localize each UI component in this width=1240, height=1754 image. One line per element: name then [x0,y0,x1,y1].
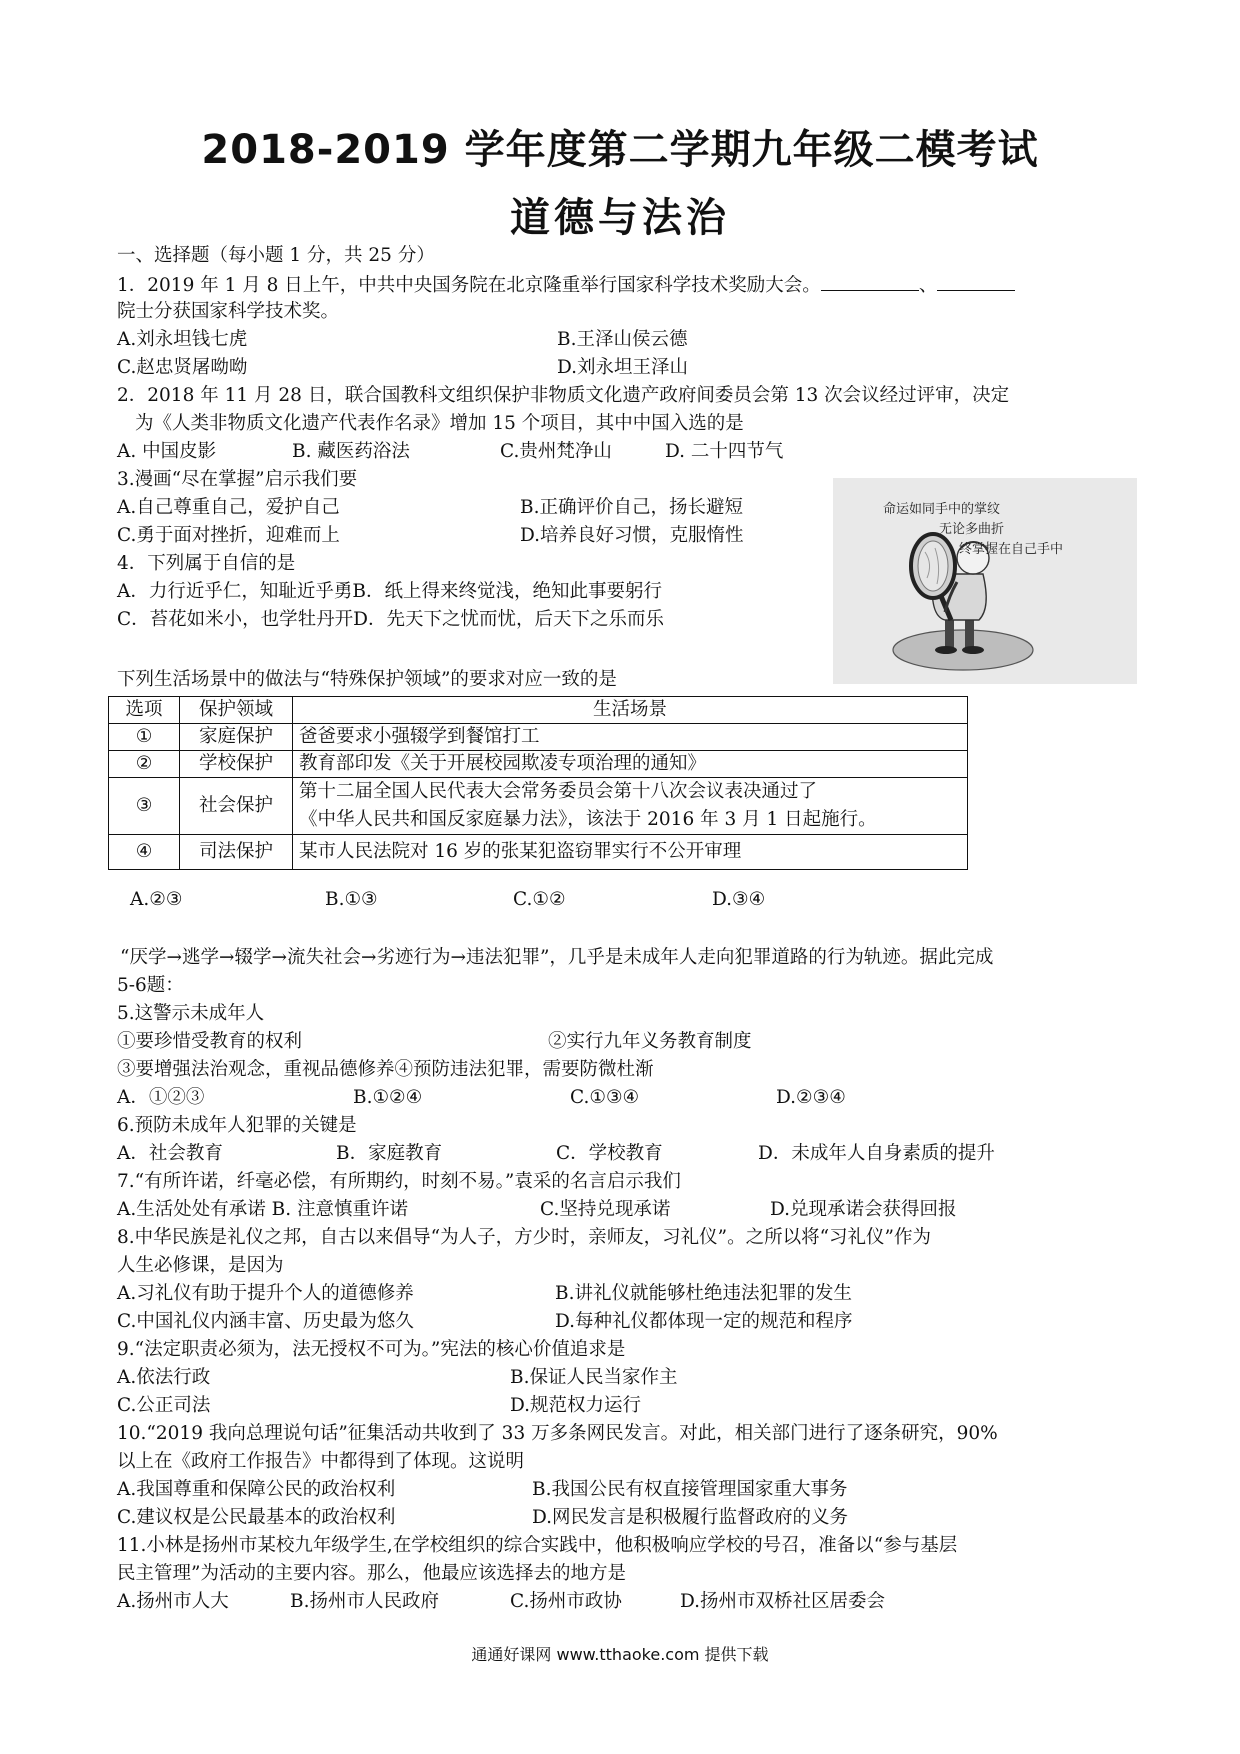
q7-option-c: C.坚持兑现承诺 [540,1199,671,1220]
q5-option-a: A．①②③ [117,1087,205,1108]
q6-option-c: C．学校教育 [556,1143,663,1164]
table-cell-field: 社会保护 [180,778,293,835]
q5-option-c: C.①③④ [570,1087,640,1108]
q11-stem: 11.小林是扬州市某校九年级学生,在学校组织的综合实践中，他积极响应学校的号召，准备以“参与基层 [117,1535,958,1556]
q8-stem-cont: 人生必修课，是因为 [117,1255,284,1276]
q8-option-a: A.习礼仪有助于提升个人的道德修养 [117,1283,414,1304]
q5-stem: 5.这警示未成年人 [117,1003,265,1024]
table-cell-option: ① [109,724,180,751]
table-cell-field: 学校保护 [180,751,293,778]
q4-options-cd: C．苔花如米小，也学牡丹开D．先天下之忧而忧，后天下之乐而乐 [117,609,664,630]
q4-stem: 4．下列属于自信的是 [117,553,296,574]
q1-option-a: A.刘永坦钱七虎 [117,329,248,350]
q1-blank-2 [937,272,1015,291]
table-cell-scene: 教育部印发《关于开展校园欺凌专项治理的通知》 [293,751,968,778]
table-cell-field: 家庭保护 [180,724,293,751]
table-answer-a: A.②③ [130,889,183,910]
q1-blank-separator: 、 [918,275,938,296]
exam-subject: 道德与法治 [510,195,730,241]
table-header-scene: 生活场景 [293,697,968,724]
cartoon-caption-1: 命运如同手中的掌纹 [883,502,1001,517]
exam-title: 2018-2019 学年度第二学期九年级二模考试 [201,127,1039,173]
q2-option-c: C.贵州梵净山 [500,441,612,462]
q7-options-ab: A.生活处处有承诺 B. 注意慎重许诺 [117,1199,408,1220]
q5-statements-3-4: ③要增强法治观念，重视品德修养④预防违法犯罪，需要防微杜渐 [117,1059,654,1080]
q7-option-d: D.兑现承诺会获得回报 [770,1199,957,1220]
q11-option-a: A.扬州市人大 [117,1591,229,1612]
table-header-option: 选项 [109,697,180,724]
table-cell-scene-line2: 《中华人民共和国反家庭暴力法》，该法于 2016 年 3 月 1 日起施行。 [299,809,877,830]
cartoon-caption-2: 无论多曲折 [939,522,1005,537]
table-row [109,778,968,835]
q3-option-b: B.正确评价自己，扬长避短 [520,497,743,518]
table-row [109,724,968,751]
q5-option-b: B.①②④ [353,1087,423,1108]
q5-statement-2: ②实行九年义务教育制度 [548,1031,752,1052]
q6-option-d: D．未成年人自身素质的提升 [758,1143,995,1164]
q1-option-b: B.王泽山侯云德 [557,329,688,350]
q6-option-a: A．社会教育 [117,1143,223,1164]
q3-option-d: D.培养良好习惯，克服惰性 [520,525,744,546]
q8-option-d: D.每种礼仪都体现一定的规范和程序 [555,1311,853,1332]
q9-stem: 9.“法定职责必须为，法无授权不可为。”宪法的核心价值追求是 [117,1339,626,1360]
q1-blank-1 [821,272,919,291]
q9-option-d: D.规范权力运行 [510,1395,642,1416]
passage-5-6: “厌学→逃学→辍学→流失社会→劣迹行为→违法犯罪”，几乎是未成年人走向犯罪道路的行为轨迹。据此完成 [120,947,994,968]
table-answer-d: D.③④ [712,889,766,910]
q1-stem [117,272,1015,298]
table-row [109,751,968,778]
table-row [109,835,968,870]
table-cell-scene: 某市人民法院对 16 岁的张某犯盗窃罪实行不公开审理 [293,835,968,870]
cartoon-image [833,478,1137,684]
table-header-row [109,697,968,724]
q10-option-d: D.网民发言是积极履行监督政府的义务 [532,1507,849,1528]
q3-option-c: C.勇于面对挫折，迎难而上 [117,525,340,546]
footer-source: 通通好课网 www.tthaoke.com 提供下载 [471,1645,769,1664]
q3-stem: 3.漫画“尽在掌握”启示我们要 [117,469,358,490]
q2-option-a: A. 中国皮影 [117,441,217,462]
q1-stem-cont: 院士分获国家科学技术奖。 [117,301,340,322]
q2-stem: 2．2018 年 11 月 28 日，联合国教科文组织保护非物质文化遗产政府间委员会第 13 次会议经过评审，决定 [117,385,1010,406]
q7-stem: 7.“有所许诺，纤毫必偿，有所期约，时刻不易。”袁采的名言启示我们 [117,1171,681,1192]
q8-option-b: B.讲礼仪就能够杜绝违法犯罪的发生 [555,1283,852,1304]
q6-option-b: B．家庭教育 [336,1143,443,1164]
q10-option-b: B.我国公民有权直接管理国家重大事务 [532,1479,848,1500]
q10-option-c: C.建议权是公民最基本的政治权利 [117,1507,396,1528]
passage-5-6-cont: 5-6题： [117,975,184,996]
protection-table [108,696,968,870]
q4-options-ab: A．力行近乎仁，知耻近乎勇B．纸上得来终觉浅，绝知此事要躬行 [117,581,662,602]
q10-stem: 10.“2019 我向总理说句话”征集活动共收到了 33 万多条网民发言。对此，相关部门进行了逐条研究，90% [117,1423,998,1444]
q2-option-d: D. 二十四节气 [665,441,784,462]
q9-option-b: B.保证人民当家作主 [510,1367,678,1388]
q11-option-d: D.扬州市双桥社区居委会 [680,1591,886,1612]
table-cell-option: ④ [109,835,180,870]
table-cell-option: ③ [109,778,180,835]
table-answer-b: B.①③ [325,889,378,910]
table-header-field: 保护领域 [180,697,293,724]
q5-option-d: D.②③④ [776,1087,846,1108]
q9-option-c: C.公正司法 [117,1395,211,1416]
q2-stem-cont: 为《人类非物质文化遗产代表作名录》增加 15 个项目，其中中国入选的是 [135,413,744,434]
q11-option-b: B.扬州市人民政府 [290,1591,439,1612]
q1-option-c: C.赵忠贤屠呦呦 [117,357,248,378]
table-cell-scene: 爸爸要求小强辍学到餐馆打工 [293,724,968,751]
q2-option-b: B. 藏医药浴法 [292,441,410,462]
q8-stem: 8.中华民族是礼仪之邦，自古以来倡导“为人子，方少时，亲师友，习礼仪”。之所以将“习礼仪”作为 [117,1227,931,1248]
table-cell-scene-line1: 第十二届全国人民代表大会常务委员会第十八次会议表决通过了 [299,781,818,802]
q1-option-d: D.刘永坦王泽山 [557,357,689,378]
q10-option-a: A.我国尊重和保障公民的政治权利 [117,1479,396,1500]
table-question-stem: 下列生活场景中的做法与“特殊保护领域”的要求对应一致的是 [117,669,617,690]
cartoon-caption-3: 终掌握在自己手中 [959,542,1064,557]
section-heading: 一、选择题（每小题 1 分，共 25 分） [117,245,435,266]
q9-option-a: A.依法行政 [117,1367,211,1388]
q3-option-a: A.自己尊重自己，爱护自己 [117,497,340,518]
q11-option-c: C.扬州市政协 [510,1591,622,1612]
q8-option-c: C.中国礼仪内涵丰富、历史最为悠久 [117,1311,414,1332]
table-answer-c: C.①② [513,889,566,910]
table-cell-scene [293,778,968,835]
q10-stem-cont: 以上在《政府工作报告》中都得到了体现。这说明 [117,1451,525,1472]
table-cell-field: 司法保护 [180,835,293,870]
q11-stem-cont: 民主管理”为活动的主要内容。那么，他最应该选择去的地方是 [117,1563,626,1584]
q6-stem: 6.预防未成年人犯罪的关键是 [117,1115,357,1136]
q1-text: 1．2019 年 1 月 8 日上午，中共中央国务院在北京隆重举行国家科学技术奖励大会。 [117,275,821,296]
q5-statement-1: ①要珍惜受教育的权利 [117,1031,303,1052]
table-cell-option: ② [109,751,180,778]
